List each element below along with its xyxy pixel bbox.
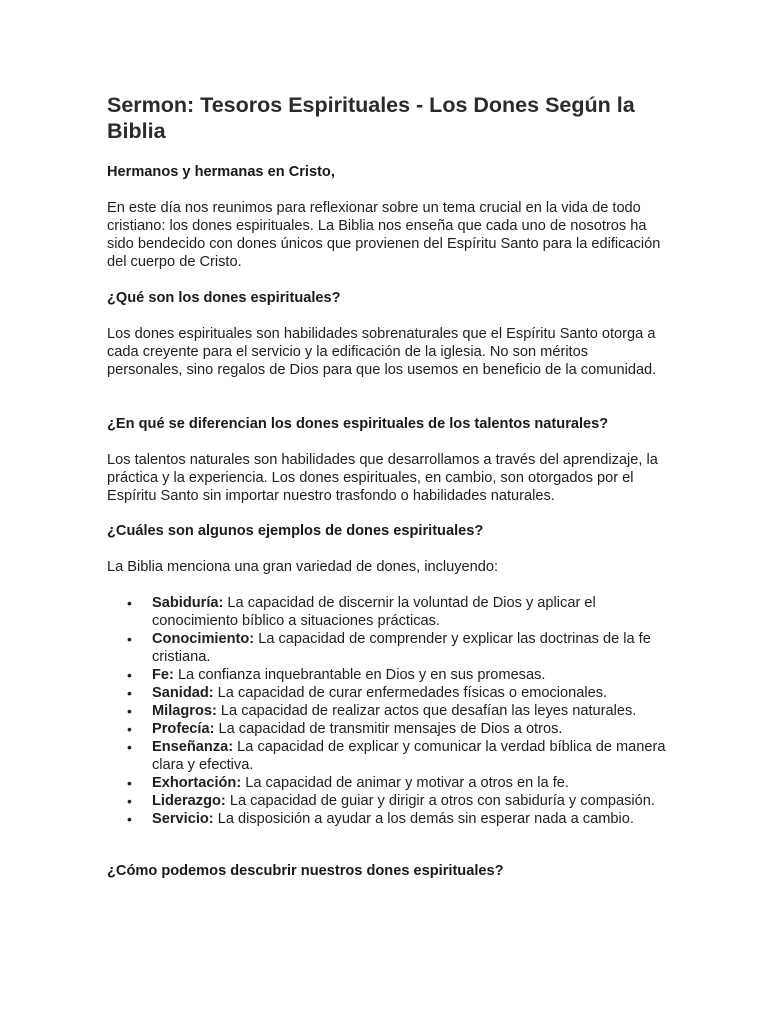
gifts-list (107, 594, 667, 828)
answer-paragraph-difference: Los talentos naturales son habilidades que desarrollamos a través del aprendizaje, la práctica y la experiencia. Los dones espirituales, en cambio, son otorgados por el Espíritu Santo sin importar nuestro trasfondo o habilidades naturales. (107, 452, 658, 504)
bullet-icon: • (127, 721, 132, 737)
intro-paragraph: En este día nos reunimos para reflexionar sobre un tema crucial en la vida de todo cristiano: los dones espirituales. La Biblia nos enseña que cada uno de nosotros ha sido bendecido con dones únicos que provienen del Espíritu Santo para la edificación del cuerpo de Cristo. (107, 200, 661, 270)
list-item (107, 684, 667, 702)
gift-description: La capacidad de explicar y comunicar la verdad bíblica de manera clara y efectiva. (152, 739, 666, 773)
question-heading-examples: ¿Cuáles son algunos ejemplos de dones espirituales? (107, 523, 484, 539)
list-item (107, 738, 667, 774)
bullet-icon: • (127, 667, 132, 683)
answer-paragraph-examples: La Biblia menciona una gran variedad de dones, incluyendo: (107, 559, 499, 575)
list-item (107, 666, 667, 684)
bullet-icon: • (127, 595, 132, 611)
gift-name: Servicio: (152, 811, 214, 827)
gift-description: La confianza inquebrantable en Dios y en sus promesas. (173, 667, 546, 683)
gift-description: La capacidad de transmitir mensajes de Dios a otros. (214, 721, 563, 737)
question-heading-discover: ¿Cómo podemos descubrir nuestros dones espirituales? (107, 863, 504, 879)
gift-description: La capacidad de guiar y dirigir a otros con sabiduría y compasión. (225, 793, 655, 809)
list-item (107, 720, 667, 738)
page-title: Sermon: Tesoros Espirituales - Los Dones Según la Biblia (107, 93, 635, 143)
greeting: Hermanos y hermanas en Cristo, (107, 164, 335, 180)
bullet-icon: • (127, 631, 132, 647)
answer-paragraph-what-are: Los dones espirituales son habilidades sobrenaturales que el Espíritu Santo otorga a cada creyente para el servicio y la edificación de la iglesia. No son méritos personales, sino regalos de Dios para que los usemos en beneficio de la comunidad. (107, 326, 657, 378)
gift-name: Profecía: (152, 721, 215, 737)
gift-name: Conocimiento: (152, 631, 255, 647)
gift-description: La capacidad de comprender y explicar las doctrinas de la fe cristiana. (152, 631, 651, 665)
gift-description: La disposición a ayudar a los demás sin esperar nada a cambio. (213, 811, 634, 827)
list-item (107, 792, 667, 810)
bullet-icon: • (127, 685, 132, 701)
gift-name: Milagros: (152, 703, 217, 719)
bullet-icon: • (127, 811, 132, 827)
bullet-icon: • (127, 739, 132, 755)
gift-description: La capacidad de discernir la voluntad de Dios y aplicar el conocimiento bíblico a situaciones prácticas. (152, 595, 596, 629)
gift-name: Enseñanza: (152, 739, 234, 755)
list-item (107, 702, 667, 720)
bullet-icon: • (127, 793, 132, 809)
bullet-icon: • (127, 775, 132, 791)
gift-name: Sabiduría: (152, 595, 224, 611)
list-item (107, 810, 667, 828)
gift-description: La capacidad de animar y motivar a otros en la fe. (241, 775, 569, 791)
gift-name: Liderazgo: (152, 793, 226, 809)
question-heading-what-are: ¿Qué son los dones espirituales? (107, 290, 341, 306)
list-item (107, 630, 667, 666)
list-item (107, 774, 667, 792)
gift-name: Fe: (152, 667, 174, 683)
gift-name: Sanidad: (152, 685, 214, 701)
question-heading-difference: ¿En qué se diferencian los dones espirituales de los talentos naturales? (107, 416, 609, 432)
list-item (107, 594, 667, 630)
gift-description: La capacidad de realizar actos que desafían las leyes naturales. (216, 703, 637, 719)
gift-name: Exhortación: (152, 775, 242, 791)
gift-description: La capacidad de curar enfermedades físicas o emocionales. (213, 685, 608, 701)
bullet-icon: • (127, 703, 132, 719)
